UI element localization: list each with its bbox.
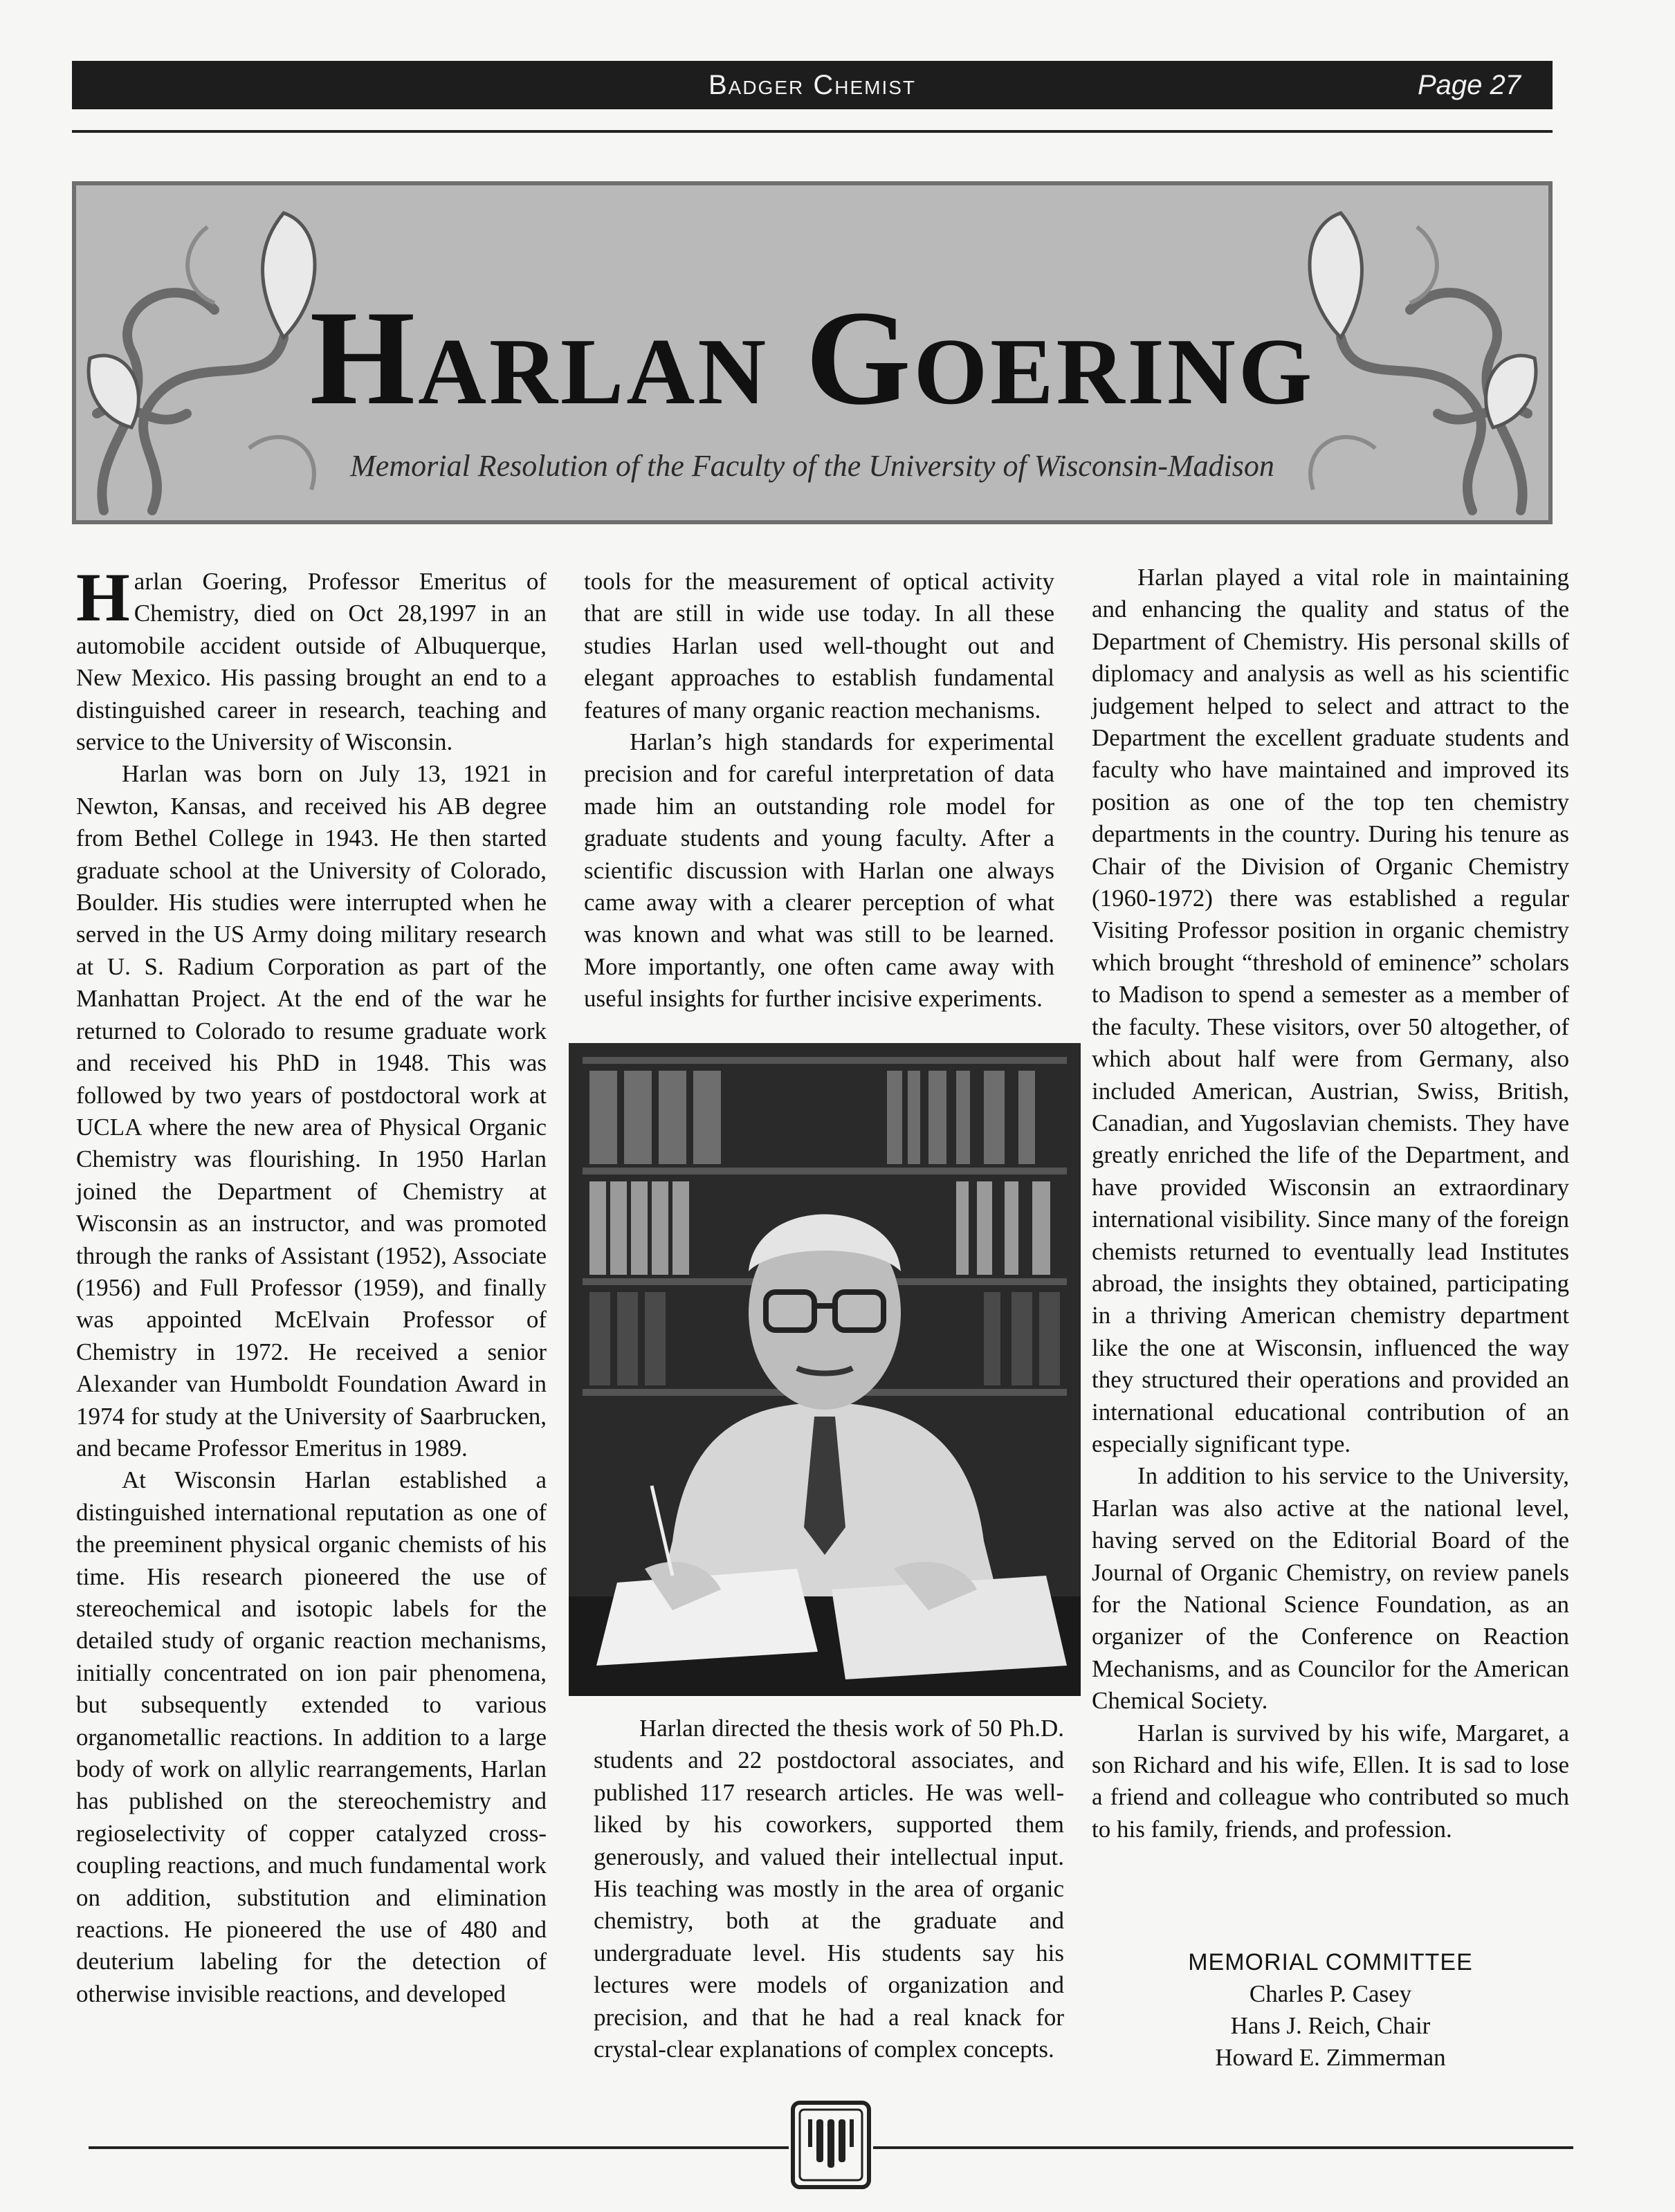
running-header [72,61,1553,109]
column-3 [1092,562,1569,1845]
paragraph-1-text: arlan Goering, Professor Emeritus of Chemistry, died on Oct 28,1997 in an automobile accident outside of Albuquerque, New Mexico. His passing brought an end to a distinguished career in research, teaching and service to the University of Wisconsin. [76,568,547,756]
paragraph-3: At Wisconsin Harlan established a distinguished international reputation as one of the preeminent physical organic chemists of his time. His research pioneered the use of stereochemical and isotopic labels for the detailed study of organic reaction mechanisms, initially concentrated on ion pair phenomena, but subsequently extended to various organometallic reactions. In addition to a large body of work on allylic rearrangements, Harlan has published on the stereochemistry and regioselectivity of copper catalyzed cross-coupling reactions, and much fundamental work on addition, substitution and elimination reactions. He pioneered the use of 480 and deuterium labeling for the detection of otherwise invisible reactions, and developed [76,1466,547,2007]
paragraph-6: Harlan played a vital role in maintaining and enhancing the quality and status of the Department of Chemistry. His personal skills of diplomacy and analysis as well as his scientific judgement helped to select and attract to the Department the excellent graduate students and faculty who have maintained and improved its position as one of the top ten chemistry departments in the country. During his tenure as Chair of the Division of Organic Chemistry (1960-1972) there was established a regular Visiting Professor position in organic chemistry which brought “threshold of eminence” scholars to Madison to spend a semester as a member of the faculty. These visitors, over 50 altogether, of which about half were from Germany, also included American, Austrian, Swiss, British, Canadian, and Yugoslavian chemists. They have greatly enriched the life of the Department, and have provided Wisconsin an extraordinary international visibility. Since many of the foreign chemists returned to eventually lead Institutes abroad, the insights they obtained, participating in a thriving American chemistry department like the one at Wisconsin, influenced the way they structured their operations and provided an international educational contribution of an especially significant type. [1092,564,1569,1457]
paragraph-2: Harlan was born on July 13, 1921 in Newton, Kansas, and received his AB degree from Bethel College in 1943. He then started graduate school at the University of Colorado, Boulder. His studies were interrupted when he served in the US Army doing military research at U. S. Radium Corporation as part of the Manhattan Project. At the end of the war he returned to Colorado to resume graduate work and received his PhD in 1948. This was followed by two years of postdoctoral work at UCLA where the new area of Physical Organic Chemistry was flourishing. In 1950 Harlan joined the Department of Chemistry at Wisconsin as an instructor, and was promoted through the ranks of Assistant (1952), Associate (1956) and Full Professor (1959), and finally was appointed McElvain Professor of Chemistry in 1972. He received a senior Alexander van Humboldt Foundation Award in 1974 for study at the University of Saarbrucken, and became Professor Emeritus in 1989. [76,760,547,1462]
memorial-committee [1092,1946,1569,2074]
drop-cap: H [76,559,130,636]
test-tube-logo-icon [789,2099,873,2191]
paragraph-4: Harlan’s high standards for experimental precision and for careful interpretation of data made him an outstanding role model for graduate students and young faculty. After a scientific discussion with Harlan one always came away with a clearer perception of what was known and what was still to be learned. More importantly, one often came away with useful insights for further incisive experiments. [584,728,1054,1013]
column-2-top [584,566,1054,1015]
article-title: Harlan Goering [309,283,1315,433]
column-2-bottom [594,1713,1064,2065]
portrait-photo [569,1043,1081,1696]
committee-member: Hans J. Reich, Chair [1230,2012,1431,2039]
committee-member: Charles P. Casey [1249,1980,1412,2007]
committee-heading: MEMORIAL COMMITTEE [1188,1949,1473,1975]
paragraph-5: Harlan directed the thesis work of 50 Ph.D. students and 22 postdoctoral associates, and published 117 research articles. He was well-liked by his coworkers, supported them generously, and valued their intellectual input. His teaching was mostly in the area of organic chemistry, both at the graduate and undergraduate level. His students say his lectures were models of organization and precision, and that he had a real knack for crystal-clear explanations of complex concepts. [594,1715,1064,2063]
paragraph-3-continued: tools for the measurement of optical activity that are still in wide use today. In all these studies Harlan used well-thought out and elegant approaches to establish fundamental features of many organic reaction mechanisms. [584,568,1054,723]
publication-name: Badger Chemist [708,70,917,100]
header-rule [72,130,1553,133]
column-1 [76,559,547,2010]
committee-member: Howard E. Zimmerman [1215,2044,1446,2071]
page-number: Page 27 [1417,70,1521,100]
paragraph-1 [76,559,547,758]
footer-rule-left [89,2146,789,2149]
paragraph-8: Harlan is survived by his wife, Margaret, a son Richard and his wife, Ellen. It is sad to lose a friend and colleague who contributed so much to his family, friends, and profession. [1092,1719,1569,1843]
title-banner [72,181,1553,524]
article-subtitle: Memorial Resolution of the Faculty of the University of Wisconsin-Madison [350,449,1274,483]
paragraph-7: In addition to his service to the University, Harlan was also active at the national level, having served on the Editorial Board of the Journal of Organic Chemistry, on review panels for the National Science Foundation, as an organizer of the Conference on Reaction Mechanisms, and as Councilor for the American Chemical Society. [1092,1462,1569,1715]
footer-rule-right [873,2146,1573,2149]
portrait-image [569,1043,1081,1696]
